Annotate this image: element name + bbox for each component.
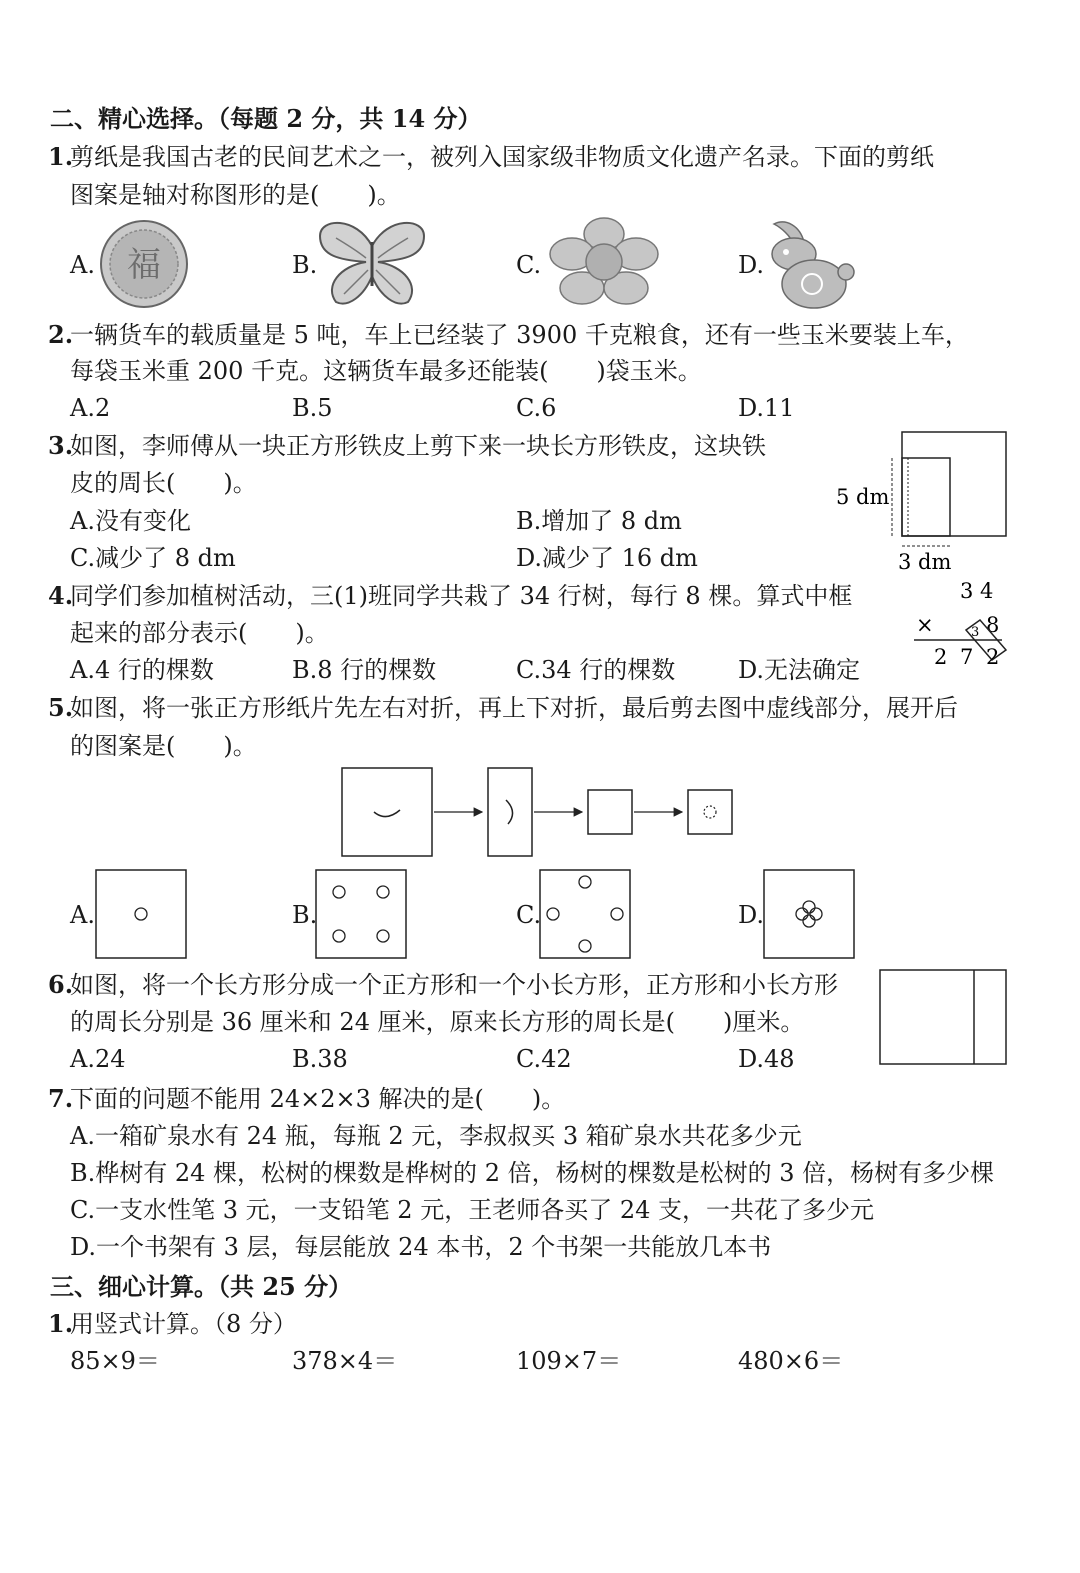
q7-option-a: A.一箱矿泉水有 24 瓶，每瓶 2 元，李叔叔买 3 箱矿泉水共花多少元 bbox=[70, 1122, 802, 1150]
q7-line1: 下面的问题不能用 24×2×3 解决的是( )。 bbox=[70, 1085, 566, 1113]
q5-pattern-a bbox=[94, 868, 190, 962]
q3-height-label: 5 dm bbox=[836, 485, 890, 509]
q5-folding-steps bbox=[336, 762, 742, 862]
calc-item-3: 109×7＝ bbox=[516, 1347, 622, 1375]
q4-calc-result-c: 2 bbox=[986, 645, 1000, 669]
q4-calc-top: 3 4 bbox=[960, 579, 994, 603]
q4-option-c: C.34 行的棵数 bbox=[516, 656, 676, 684]
q1-number: 1. bbox=[48, 142, 74, 171]
q3-option-d: D.减少了 16 dm bbox=[516, 544, 698, 572]
q4-calc-result-b: 7 bbox=[960, 645, 974, 669]
q2-option-c: C.6 bbox=[516, 394, 557, 422]
q1-line2: 图案是轴对称图形的是( )。 bbox=[70, 181, 401, 209]
q5-pattern-c bbox=[538, 868, 634, 962]
q6-option-b: B.38 bbox=[292, 1045, 348, 1073]
papercut-rabbit bbox=[764, 214, 856, 310]
q3-number: 3. bbox=[48, 431, 74, 460]
q6-option-a: A.24 bbox=[70, 1045, 126, 1073]
q4-calc-carry: 3 bbox=[971, 625, 980, 640]
q4-option-a: A.4 行的棵数 bbox=[70, 656, 214, 684]
fold-step-3 bbox=[588, 790, 632, 834]
fold-step-2 bbox=[488, 768, 532, 856]
q6-rectangle bbox=[880, 970, 1006, 1064]
q1-option-d: D. bbox=[738, 251, 765, 279]
q6-number: 6. bbox=[48, 970, 74, 999]
q4-option-b: B.8 行的棵数 bbox=[292, 656, 437, 684]
q2-line1: 一辆货车的载质量是 5 吨，车上已经装了 3900 千克粮食，还有一些玉米要装上车， bbox=[70, 321, 969, 349]
q4-calculation bbox=[910, 574, 1010, 670]
q4-number: 4. bbox=[48, 581, 74, 610]
calc-item-4: 480×6＝ bbox=[738, 1347, 844, 1375]
q2-option-d: D.11 bbox=[738, 394, 795, 422]
q7-option-b: B.桦树有 24 棵，松树的棵数是桦树的 2 倍，杨树的棵数是松树的 3 倍，杨树有多少棵 bbox=[70, 1159, 995, 1187]
q6-option-c: C.42 bbox=[516, 1045, 572, 1073]
q5-pattern-b bbox=[314, 868, 410, 962]
q1-option-a: A. bbox=[70, 251, 95, 279]
q7-option-d: D.一个书架有 3 层，每层能放 24 本书，2 个书架一共能放几本书 bbox=[70, 1233, 772, 1261]
q5-pattern-d bbox=[762, 868, 858, 962]
q2-option-a: A.2 bbox=[70, 394, 111, 422]
papercut-flower bbox=[548, 214, 660, 310]
q3-option-b: B.增加了 8 dm bbox=[516, 507, 682, 535]
q4-option-d: D.无法确定 bbox=[738, 656, 861, 684]
q5-option-b: B. bbox=[292, 901, 318, 929]
q3-option-c: C.减少了 8 dm bbox=[70, 544, 236, 572]
fold-step-4 bbox=[688, 790, 732, 834]
q5-option-c: C. bbox=[516, 901, 542, 929]
papercut-fu-char: 福 bbox=[127, 245, 161, 285]
q5-line1: 如图，将一张正方形纸片先左右对折，再上下对折，最后剪去图中虚线部分，展开后 bbox=[70, 694, 958, 722]
q3-line1: 如图，李师傅从一块正方形铁皮上剪下来一块长方形铁皮，这块铁 bbox=[70, 432, 766, 460]
papercut-fu-circle bbox=[96, 218, 192, 310]
q5-number: 5. bbox=[48, 693, 74, 722]
q3-rectangle bbox=[902, 458, 950, 536]
q4-calc-multiplier: 8 bbox=[986, 613, 1000, 637]
q1-option-b: B. bbox=[292, 251, 318, 279]
q6-figure bbox=[876, 966, 1010, 1068]
q3-line2: 皮的周长( )。 bbox=[70, 469, 257, 497]
fold-step-1 bbox=[342, 768, 432, 856]
q3-width-label: 3 dm bbox=[898, 550, 952, 574]
q2-line2: 每袋玉米重 200 千克。这辆货车最多还能装( )袋玉米。 bbox=[70, 357, 702, 385]
q6-option-d: D.48 bbox=[738, 1045, 795, 1073]
q5-option-d: D. bbox=[738, 901, 765, 929]
q1-line1: 剪纸是我国古老的民间艺术之一，被列入国家级非物质文化遗产名录。下面的剪纸 bbox=[70, 143, 934, 171]
q5-line2: 的图案是( )。 bbox=[70, 732, 257, 760]
q4-calc-times: × bbox=[916, 613, 934, 637]
q3-square bbox=[902, 432, 1006, 536]
section3-title: 三、细心计算。（共 25 分） bbox=[50, 1272, 353, 1301]
papercut-butterfly bbox=[316, 216, 428, 308]
s3-q1-number: 1. bbox=[48, 1309, 74, 1338]
s3-q1-text: 用竖式计算。（8 分） bbox=[70, 1310, 297, 1338]
section2-title: 二、精心选择。（每题 2 分，共 14 分） bbox=[50, 104, 482, 133]
q4-calc-result-a: 2 bbox=[934, 645, 948, 669]
calc-item-1: 85×9＝ bbox=[70, 1347, 160, 1375]
calc-item-2: 378×4＝ bbox=[292, 1347, 398, 1375]
q4-line2: 起来的部分表示( )。 bbox=[70, 619, 329, 647]
q6-line2: 的周长分别是 36 厘米和 24 厘米，原来长方形的周长是( )厘米。 bbox=[70, 1008, 805, 1036]
q7-number: 7. bbox=[48, 1084, 74, 1113]
q4-line1: 同学们参加植树活动，三(1)班同学共栽了 34 行树，每行 8 棵。算式中框 bbox=[70, 582, 853, 610]
q1-option-c: C. bbox=[516, 251, 542, 279]
q2-option-b: B.5 bbox=[292, 394, 333, 422]
q2-number: 2. bbox=[48, 320, 74, 349]
q7-option-c: C.一支水性笔 3 元，一支铅笔 2 元，王老师各买了 24 支，一共花了多少元 bbox=[70, 1196, 874, 1224]
q3-option-a: A.没有变化 bbox=[70, 507, 191, 535]
q5-option-a: A. bbox=[70, 901, 95, 929]
q6-line1: 如图，将一个长方形分成一个正方形和一个小长方形，正方形和小长方形 bbox=[70, 971, 838, 999]
q3-figure bbox=[830, 424, 1016, 578]
